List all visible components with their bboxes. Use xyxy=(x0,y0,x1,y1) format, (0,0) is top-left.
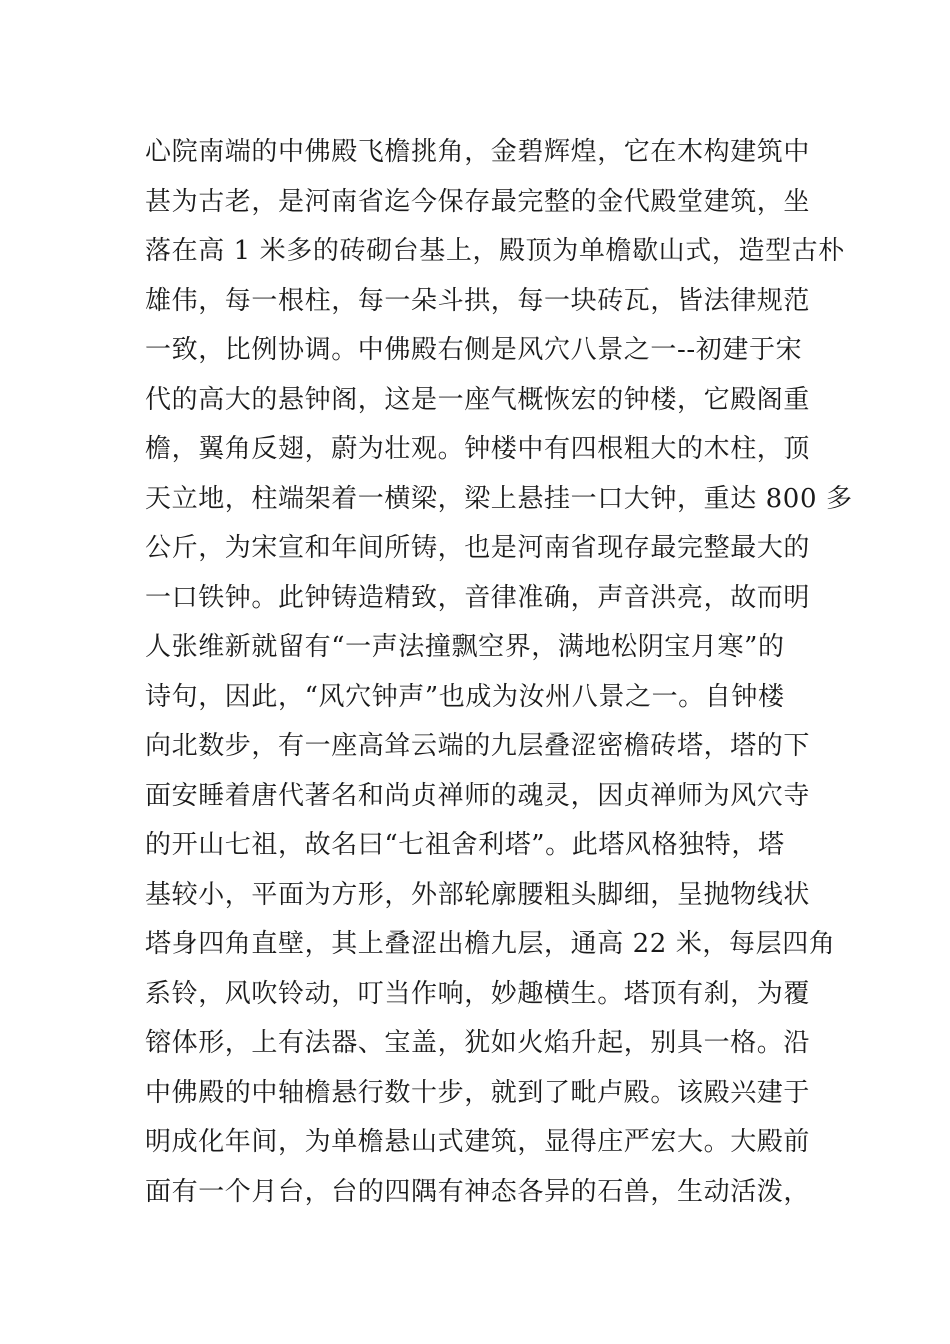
text-line: 人张维新就留有“一声法撞飘空界，满地松阴宝月寒”的 xyxy=(145,632,785,662)
text-line: 系铃，风吹铃动，叮当作响，妙趣横生。塔顶有刹，为覆 xyxy=(145,978,811,1009)
text-line: 面安睡着唐代著名和尚贞禅师的魂灵，因贞禅师为风穴寺 xyxy=(145,780,811,811)
text-line: 天立地，柱端架着一横梁，梁上悬挂一口大钟，重达 800 多 xyxy=(145,483,853,514)
text-line: 的开山七祖，故名曰“七祖舍利塔”。此塔风格独特，塔 xyxy=(145,830,785,860)
text-line: 一口铁钟。此钟铸造精致，音律准确，声音洪亮，故而明 xyxy=(145,582,811,613)
text-line: 公斤，为宋宣和年间所铸，也是河南省现存最完整最大的 xyxy=(145,533,811,563)
text-line: 镕体形，上有法器、宝盖，犹如火焰升起，别具一格。沿 xyxy=(145,1028,811,1058)
text-line: 塔身四角直壁，其上叠涩出檐九层，通高 22 米，每层四角 xyxy=(145,929,836,959)
text-line: 雄伟，每一根柱，每一朵斗拱，每一块砖瓦，皆法律规范 xyxy=(145,285,811,316)
text-line: 诗句，因此，“风穴钟声”也成为汝州八景之一。自钟楼 xyxy=(145,681,785,712)
text-line: 基较小，平面为方形，外部轮廓腰粗头脚细，呈抛物线状 xyxy=(145,879,811,910)
body-paragraph xyxy=(145,128,853,1217)
text-line: 中佛殿的中轴檐悬行数十步，就到了毗卢殿。该殿兴建于 xyxy=(145,1077,811,1108)
text-line: 代的高大的悬钟阁，这是一座气概恢宏的钟楼，它殿阁重 xyxy=(145,384,811,415)
text-line: 面有一个月台，台的四隅有神态各异的石兽，生动活泼， xyxy=(145,1176,811,1207)
text-line: 檐，翼角反翅，蔚为壮观。钟楼中有四根粗大的木柱，顶 xyxy=(145,434,811,464)
text-line: 向北数步，有一座高耸云端的九层叠涩密檐砖塔，塔的下 xyxy=(145,731,811,761)
text-line: 落在高 1 米多的砖砌台基上，殿顶为单檐歇山式，造型古朴 xyxy=(145,236,845,266)
text-line: 甚为古老，是河南省迄今保存最完整的金代殿堂建筑，坐 xyxy=(145,186,811,217)
text-line: 一致，比例协调。中佛殿右侧是风穴八景之一--初建于宋 xyxy=(145,335,803,365)
text-line: 心院南端的中佛殿飞檐挑角，金碧辉煌，它在木构建筑中 xyxy=(145,137,811,167)
text-line: 明成化年间，为单檐悬山式建筑，显得庄严宏大。大殿前 xyxy=(145,1127,811,1157)
